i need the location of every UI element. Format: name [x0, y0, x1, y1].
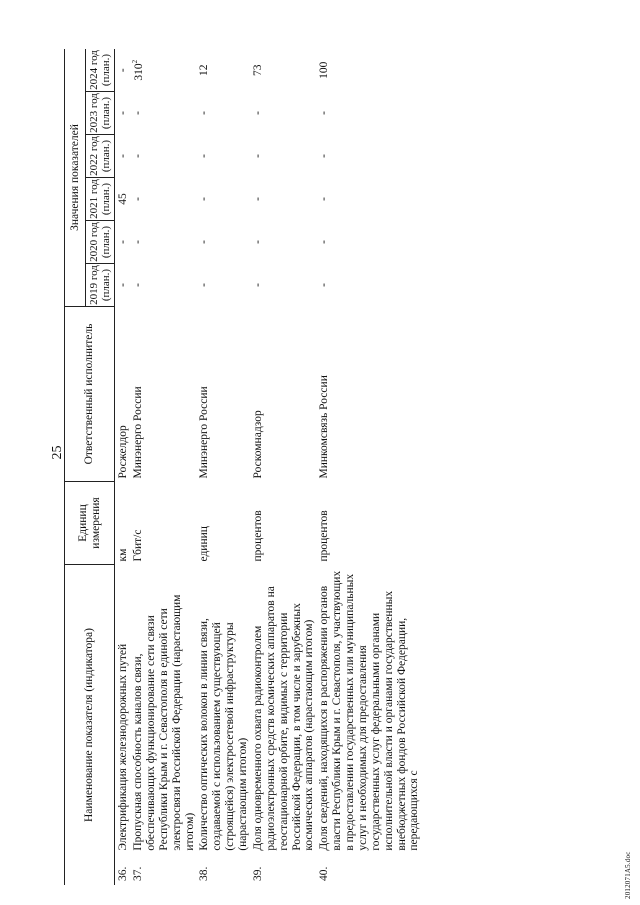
row-value-2023: -: [132, 111, 145, 115]
row-unit: процентов: [318, 510, 331, 562]
row-value-2020: -: [198, 240, 211, 244]
row-value-2023: -: [117, 111, 130, 115]
table-row: [196, 49, 250, 885]
row-value-2024: 73: [251, 64, 264, 76]
header-year-2023: 2023 год (план.): [86, 92, 115, 135]
row-value-2021: -: [318, 197, 331, 201]
row-value-2019: -: [198, 283, 211, 287]
row-value-2021: -: [132, 197, 145, 201]
row-number: 40.: [318, 866, 331, 881]
row-value-2024: 100: [318, 61, 331, 79]
row-number: 38.: [198, 866, 211, 881]
row-unit: км: [117, 548, 130, 562]
row-unit: единиц: [198, 526, 211, 562]
row-indicator-name: Количество оптических волокон в линии связи, создаваемой с использованием существующей (строящейся) электросетевой инфраструктуры (нарастающим итогом): [198, 618, 250, 851]
row-value-2019: -: [132, 283, 145, 287]
row-value-2019: -: [318, 283, 331, 287]
header-unit: Единиц измерения: [65, 482, 115, 565]
row-value-2020: -: [117, 240, 130, 244]
indicators-table: [64, 49, 421, 885]
row-value-2020: -: [251, 240, 264, 244]
header-values-group: Значения показателей: [65, 49, 86, 307]
row-indicator-name: Электрификация железнодорожных путей: [117, 643, 130, 851]
row-executor: Роскомнадзор: [251, 410, 264, 479]
header-year-2024: 2024 год (план.): [86, 49, 115, 92]
row-value-2024: [130, 49, 196, 92]
footnote-marker: 2: [131, 59, 140, 64]
row-number: 37.: [132, 866, 145, 881]
row-value-2024: -: [117, 68, 130, 73]
row-executor: Минэнерго России: [198, 386, 211, 479]
table-row: [115, 49, 130, 885]
row-value-2020: -: [132, 240, 145, 244]
row-value-2022: -: [251, 154, 264, 158]
row-unit: процентов: [251, 510, 264, 562]
header-year-2019: 2019 год (план.): [86, 264, 115, 307]
document-footer-code: 2012071A5.doc: [624, 851, 632, 899]
row-value-2023: -: [318, 111, 331, 115]
row-value-2023: -: [198, 111, 211, 115]
row-value-2022: -: [132, 154, 145, 158]
table-row: [316, 49, 421, 885]
row-number: 36.: [117, 866, 130, 881]
row-value-2022: -: [117, 154, 130, 158]
table-row: [250, 49, 316, 885]
row-unit: Гбит/с: [132, 529, 145, 562]
row-value-2022: -: [198, 154, 211, 158]
row-executor: Минэнерго России: [132, 386, 145, 479]
row-executor: Минкомсвязь России: [318, 375, 331, 479]
row-value-2022: -: [318, 154, 331, 158]
header-year-2022: 2022 год (план.): [86, 135, 115, 178]
row-indicator-name: Доля сведений, находящихся в распоряжении органов власти Республики Крым и г. Севастополя, участвующих в предоставлении государственных или муниципальных услуг и необходимых для предоставления государственных услуг федеральными органами исполнительной власти и органами государственных внебюджетных фондов Российской Федерации, передающихся с: [318, 570, 421, 851]
header-name: Наименование показателя (индикатора): [65, 565, 115, 886]
row-value-2021: -: [198, 197, 211, 201]
row-value-2021: -: [251, 197, 264, 201]
row-value-2020: -: [318, 240, 331, 244]
row-number: 39.: [251, 866, 264, 881]
header-executor: Ответственный исполнитель: [65, 307, 115, 482]
row-value-2024: 12: [198, 64, 211, 76]
row-indicator-name: Пропускная способность каналов связи, обеспечивающих функционирование сети связи Республики Крым и г. Севастополя в единой сети электросвязи Российской Федерации (нарастающим итогом): [132, 594, 196, 851]
row-indicator-name: Доля одновременного охвата радиоконтролем радиоэлектронных средств космических аппаратов на геостационарной орбите, видимых с территории Российской Федерации, в том числе и зарубежных космических аппаратов (нарастающим итогом): [251, 586, 316, 851]
row-value-2024-number: 310: [132, 63, 145, 81]
page-number: 25: [50, 445, 65, 460]
row-executor: Росжелдор: [117, 425, 130, 479]
header-year-2021: 2021 год (план.): [86, 178, 115, 221]
table-row: [130, 49, 196, 885]
header-year-2020: 2020 год (план.): [86, 221, 115, 264]
row-value-2021: 45: [117, 193, 130, 205]
row-value-2019: -: [117, 283, 130, 287]
row-value-2019: -: [251, 283, 264, 287]
row-value-2023: -: [251, 111, 264, 115]
